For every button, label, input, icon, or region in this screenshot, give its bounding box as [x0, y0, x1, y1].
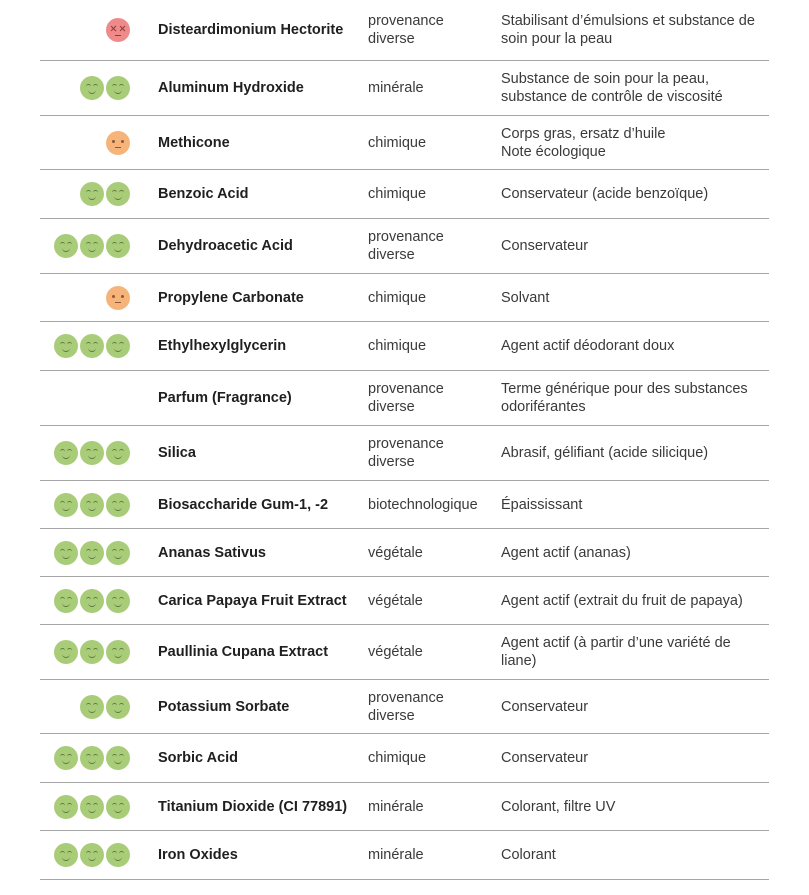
ingredient-origin: biotechnologique — [368, 496, 478, 513]
rating-cell — [40, 734, 130, 782]
smile-face-icon — [54, 493, 78, 517]
ingredient-name: Dehydroacetic Acid — [158, 238, 293, 254]
table-row — [40, 371, 769, 426]
smile-face-icon — [80, 695, 104, 719]
table-row — [40, 680, 769, 734]
ingredient-function: Épaississant — [501, 496, 583, 513]
neutral-face-icon — [106, 286, 130, 310]
table-row — [40, 831, 769, 880]
smile-face-icon — [54, 234, 78, 258]
ingredient-origin: chimique — [368, 338, 427, 354]
ingredient-name: Silica — [158, 445, 196, 461]
ingredient-origin: chimique — [368, 186, 427, 202]
smile-face-icon — [54, 640, 78, 664]
smile-face-icon — [106, 334, 130, 358]
rating-cell — [40, 831, 130, 879]
rating-cell — [40, 116, 130, 169]
ingredient-function: Conservateur — [501, 238, 589, 254]
smile-face-icon — [106, 541, 130, 565]
ingredient-name: Biosaccharide Gum-1, -2 — [158, 496, 329, 513]
table-row — [40, 170, 769, 219]
ingredient-function: Agent actif déodorant doux — [501, 338, 675, 354]
table-row — [40, 625, 769, 680]
ingredient-name: Ananas Sativus — [158, 544, 266, 561]
smile-face-icon — [80, 640, 104, 664]
ingredient-name: Disteardimonium Hectorite — [158, 22, 344, 38]
ingredient-name: Ethylhexylglycerin — [158, 338, 287, 354]
ingredient-name: Benzoic Acid — [158, 186, 249, 202]
table-row — [40, 577, 769, 625]
ingredient-function: Agent actif (à partir d’une variété de liane) — [501, 635, 731, 669]
ingredient-function: Conservateur — [501, 750, 589, 766]
table-row — [40, 783, 769, 831]
ingredient-function: Colorant — [501, 847, 556, 863]
rating-cell — [40, 61, 130, 115]
ingredient-name: Potassium Sorbate — [158, 698, 290, 715]
smile-face-icon — [106, 589, 130, 613]
ingredient-name: Paullinia Cupana Extract — [158, 644, 329, 660]
table-row — [40, 529, 769, 577]
ingredient-origin: végétale — [368, 644, 423, 660]
ingredient-origin: provenance diverse — [368, 13, 444, 47]
table-row — [40, 481, 769, 529]
ingredient-origin: chimique — [368, 289, 427, 306]
table-row — [40, 426, 769, 481]
ingredient-name: Methicone — [158, 134, 230, 151]
table-row — [40, 0, 769, 61]
ingredient-function: Conservateur — [501, 698, 589, 715]
ingredient-name: Aluminum Hydroxide — [158, 80, 304, 96]
ingredient-origin: chimique — [368, 134, 427, 151]
table-row — [40, 219, 769, 274]
ingredient-name: Titanium Dioxide (CI 77891) — [158, 798, 348, 815]
smile-face-icon — [106, 182, 130, 206]
table-row — [40, 61, 769, 116]
ingredient-origin: chimique — [368, 750, 427, 766]
smile-face-icon — [106, 695, 130, 719]
ingredient-function: Corps gras, ersatz d’huile Note écologique — [501, 125, 666, 160]
ingredient-origin: provenance diverse — [368, 689, 444, 724]
table-row — [40, 116, 769, 170]
rating-cell — [40, 274, 130, 321]
table-row — [40, 274, 769, 322]
rating-cell — [40, 0, 130, 60]
ingredient-origin: provenance diverse — [368, 229, 444, 263]
smile-face-icon — [54, 589, 78, 613]
rating-cell — [40, 680, 130, 733]
smile-face-icon — [106, 795, 130, 819]
rating-cell — [40, 529, 130, 576]
ingredient-function: Abrasif, gélifiant (acide silicique) — [501, 445, 709, 461]
smile-face-icon — [54, 746, 78, 770]
rating-cell — [40, 783, 130, 830]
ingredient-function: Agent actif (extrait du fruit de papaya) — [501, 592, 743, 609]
smile-face-icon — [54, 843, 78, 867]
smile-face-icon — [80, 541, 104, 565]
smile-face-icon — [80, 76, 104, 100]
ingredient-origin: végétale — [368, 544, 423, 561]
smile-face-icon — [80, 589, 104, 613]
table-row — [40, 734, 769, 783]
rating-cell — [40, 219, 130, 273]
smile-face-icon — [80, 334, 104, 358]
ingredient-function: Substance de soin pour la peau, substance de contrôle de viscosité — [501, 71, 723, 105]
smile-face-icon — [80, 795, 104, 819]
ingredient-origin: minérale — [368, 80, 424, 96]
rating-cell — [40, 577, 130, 624]
ingredient-origin: provenance diverse — [368, 381, 444, 415]
smile-face-icon — [106, 746, 130, 770]
ingredient-name: Sorbic Acid — [158, 750, 239, 766]
ingredient-function: Stabilisant d’émulsions et substance de soin pour la peau — [501, 13, 755, 47]
ingredient-origin: végétale — [368, 592, 423, 609]
smile-face-icon — [106, 76, 130, 100]
ingredient-origin: provenance diverse — [368, 436, 444, 470]
smile-face-icon — [54, 541, 78, 565]
rating-cell — [40, 426, 130, 480]
smile-face-icon — [80, 746, 104, 770]
smile-face-icon — [80, 493, 104, 517]
smile-face-icon — [106, 234, 130, 258]
smile-face-icon — [106, 640, 130, 664]
ingredient-function: Conservateur (acide benzoïque) — [501, 186, 709, 202]
rating-cell — [40, 481, 130, 528]
smile-face-icon — [80, 441, 104, 465]
ingredient-name: Iron Oxides — [158, 847, 238, 863]
ingredient-name: Carica Papaya Fruit Extract — [158, 592, 347, 609]
ingredient-function: Agent actif (ananas) — [501, 544, 631, 561]
smile-face-icon — [106, 493, 130, 517]
smile-face-icon — [54, 441, 78, 465]
ingredient-function: Colorant, filtre UV — [501, 798, 616, 815]
ingredient-origin: minérale — [368, 798, 424, 815]
neutral-face-icon — [106, 131, 130, 155]
ingredient-name: Parfum (Fragrance) — [158, 390, 292, 406]
smile-face-icon — [106, 843, 130, 867]
rating-cell — [40, 322, 130, 370]
rating-cell — [40, 625, 130, 679]
smile-face-icon — [80, 182, 104, 206]
rating-cell — [40, 170, 130, 218]
ingredient-function: Terme générique pour des substances odoriférantes — [501, 381, 748, 415]
table-row — [40, 322, 769, 371]
smile-face-icon — [54, 795, 78, 819]
rating-cell — [40, 371, 130, 425]
smile-face-icon — [80, 843, 104, 867]
dizzy-face-icon — [106, 18, 130, 42]
smile-face-icon — [54, 334, 78, 358]
smile-face-icon — [80, 234, 104, 258]
smile-face-icon — [106, 441, 130, 465]
ingredient-function: Solvant — [501, 289, 550, 306]
ingredient-origin: minérale — [368, 847, 424, 863]
ingredient-name: Propylene Carbonate — [158, 289, 304, 306]
